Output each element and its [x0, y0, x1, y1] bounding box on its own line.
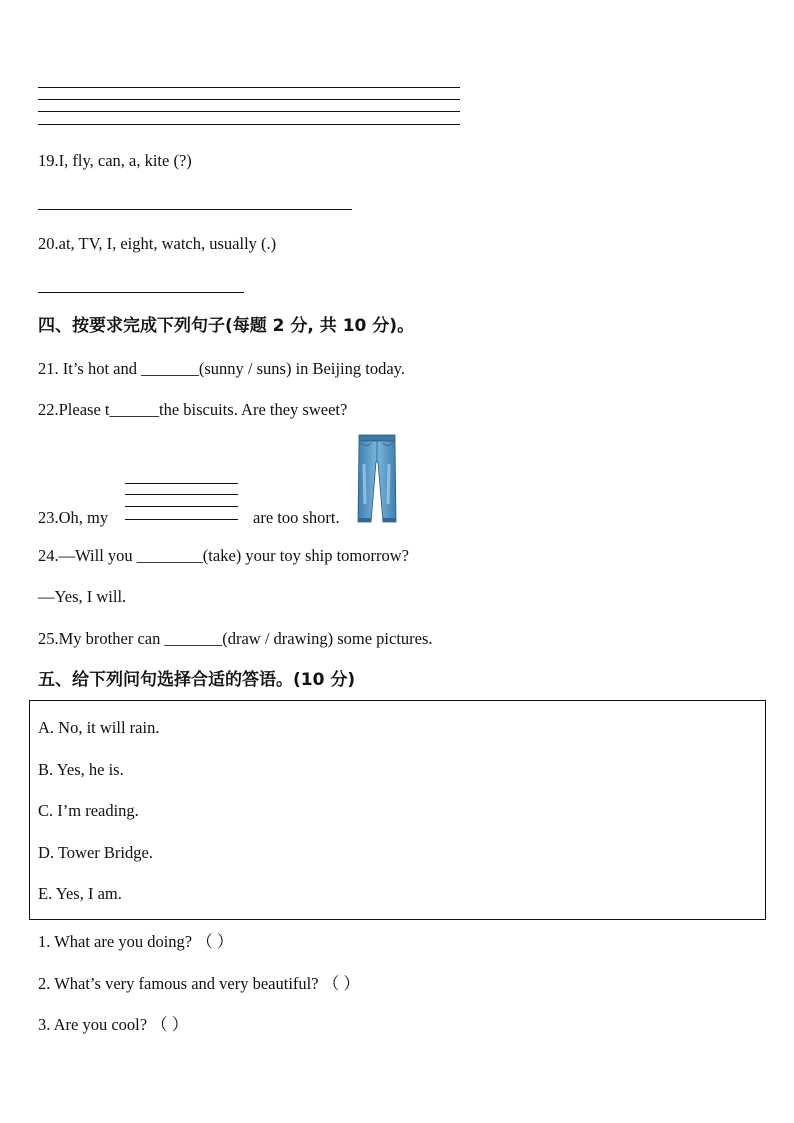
matching-question-1: 1. What are you doing? （ ）	[38, 932, 234, 951]
answer-line-top-1	[38, 87, 460, 88]
question-20: 20.at, TV, I, eight, watch, usually (.)	[38, 234, 277, 253]
answer-line-top-3	[38, 111, 460, 112]
answer-line-19[interactable]	[38, 209, 352, 210]
option-c: C. I’m reading.	[38, 801, 139, 820]
section-4-heading: 四、按要求完成下列句子(每题 2 分, 共 10 分)。	[38, 316, 415, 336]
answer-line-23-3	[125, 506, 238, 507]
option-d: D. Tower Bridge.	[38, 843, 153, 862]
option-e: E. Yes, I am.	[38, 884, 122, 903]
option-a: A. No, it will rain.	[38, 718, 160, 737]
question-24-answer: —Yes, I will.	[38, 587, 127, 606]
question-22: 22.Please t______the biscuits. Are they sweet?	[38, 400, 348, 419]
matching-question-2: 2. What’s very famous and very beautiful? （ ）	[38, 974, 360, 993]
question-19: 19.I, fly, can, a, kite (?)	[38, 151, 192, 170]
question-24: 24.—Will you ________(take) your toy ship tomorrow?	[38, 546, 409, 565]
answer-line-20[interactable]	[38, 292, 244, 293]
answer-line-top-4	[38, 124, 460, 125]
section-5-heading: 五、给下列问句选择合适的答语。(10 分)	[38, 670, 356, 690]
question-25: 25.My brother can _______(draw / drawing) some pictures.	[38, 629, 433, 648]
answer-line-23-1	[125, 483, 238, 484]
option-b: B. Yes, he is.	[38, 760, 124, 779]
answer-line-top-2	[38, 99, 460, 100]
question-23-before: 23.Oh, my	[38, 508, 109, 527]
jeans-icon	[356, 434, 398, 524]
answer-line-23-4[interactable]	[125, 519, 238, 520]
question-23-after: are too short.	[253, 508, 340, 527]
answer-line-23-2	[125, 494, 238, 495]
matching-question-3: 3. Are you cool? （ ）	[38, 1015, 189, 1034]
question-21: 21. It’s hot and _______(sunny / suns) in Beijing today.	[38, 359, 405, 378]
